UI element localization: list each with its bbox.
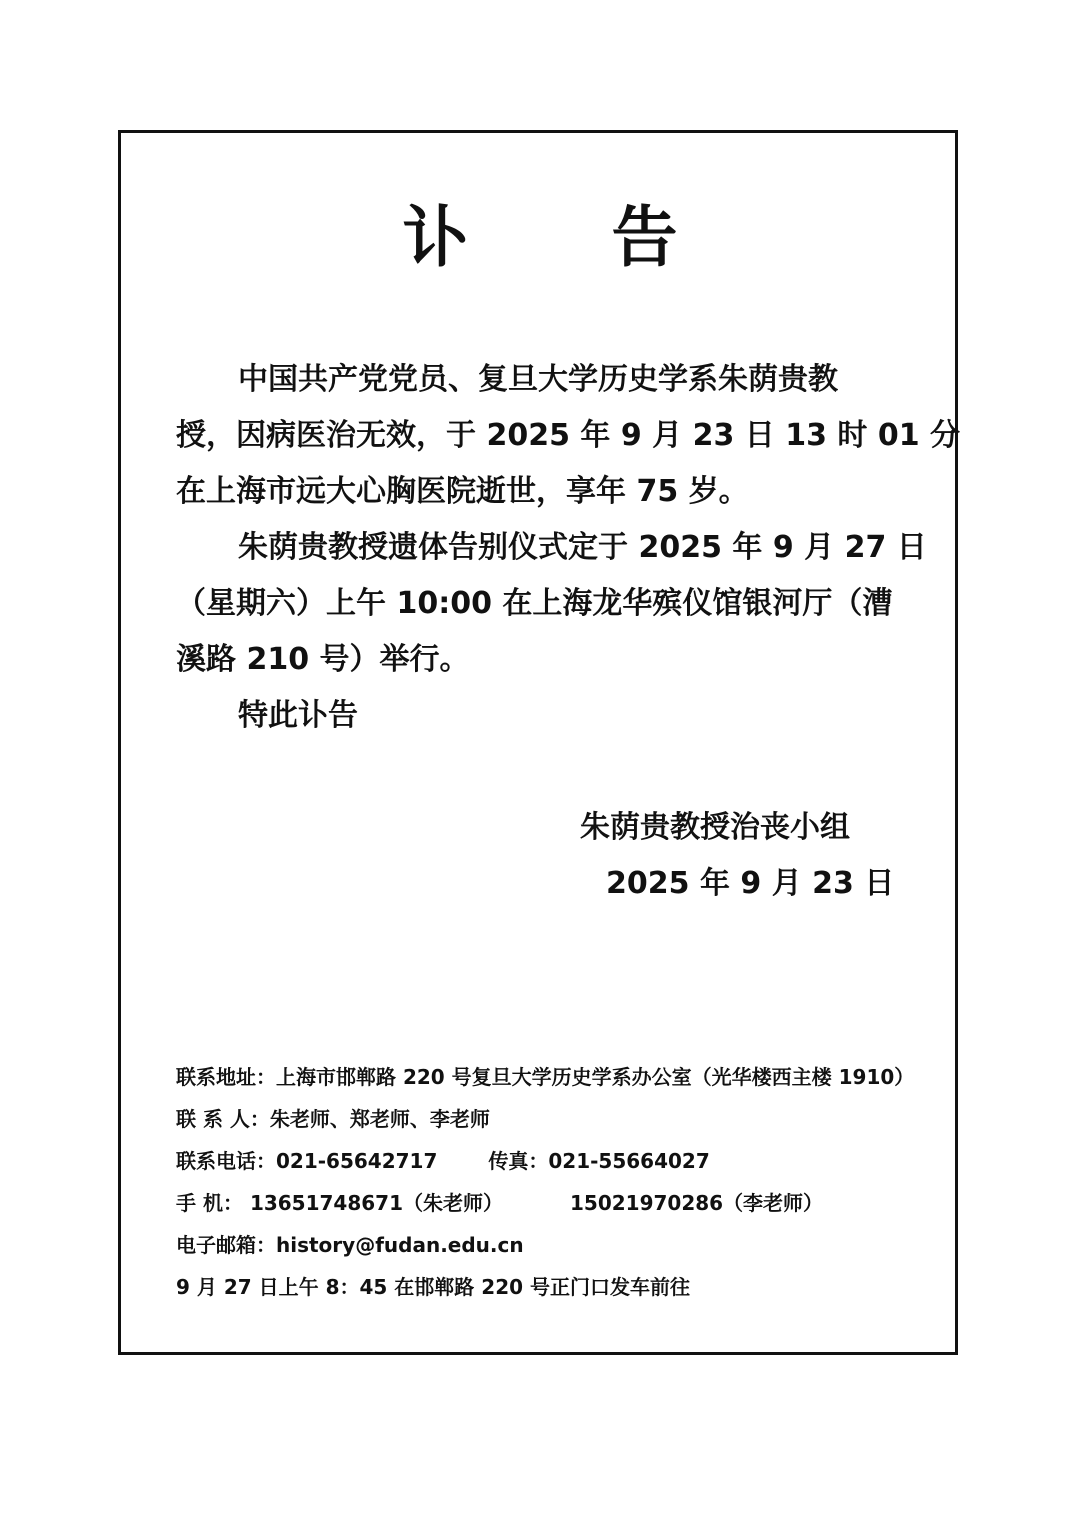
notice-title: 讣 告	[402, 199, 738, 276]
contact-email: 电子邮箱：history@fudan.edu.cn	[176, 1233, 524, 1257]
contact-fax: 传真：021-55664027	[488, 1149, 710, 1173]
contact-mobile-label: 手 机：	[176, 1191, 243, 1215]
contact-persons: 联 系 人：朱老师、郑老师、李老师	[176, 1107, 490, 1131]
contact-address: 联系地址：上海市邯郸路 220 号复旦大学历史学系办公室（光华楼西主楼 1910）	[176, 1065, 915, 1089]
contact-mobile-1: 13651748671（朱老师）	[249, 1191, 504, 1215]
closing-line: 特此讣告	[238, 698, 358, 733]
contact-bus-info: 9 月 27 日上午 8：45 在邯郸路 220 号正门口发车前往	[176, 1275, 690, 1299]
contact-mobile-row	[176, 1189, 823, 1217]
paragraph1-line3: 在上海市远大心胸医院逝世，享年 75 岁。	[176, 474, 749, 509]
contact-mobile-2: 15021970286（李老师）	[569, 1191, 824, 1215]
paragraph2-line2: （星期六）上午 10:00 在上海龙华殡仪馆银河厅（漕	[176, 586, 893, 621]
contact-phone: 联系电话：021-65642717	[176, 1149, 438, 1173]
paragraph2-line3: 溪路 210 号）举行。	[176, 642, 470, 677]
signature-group: 朱荫贵教授治丧小组	[580, 810, 850, 845]
paragraph2-line1: 朱荫贵教授遗体告别仪式定于 2025 年 9 月 27 日	[238, 530, 927, 565]
contact-phone-row	[176, 1147, 710, 1175]
signature-date: 2025 年 9 月 23 日	[606, 866, 895, 901]
paragraph1-line2: 授，因病医治无效，于 2025 年 9 月 23 日 13 时 01 分	[176, 418, 961, 453]
paragraph1-line1: 中国共产党党员、复旦大学历史学系朱荫贵教	[238, 362, 838, 397]
